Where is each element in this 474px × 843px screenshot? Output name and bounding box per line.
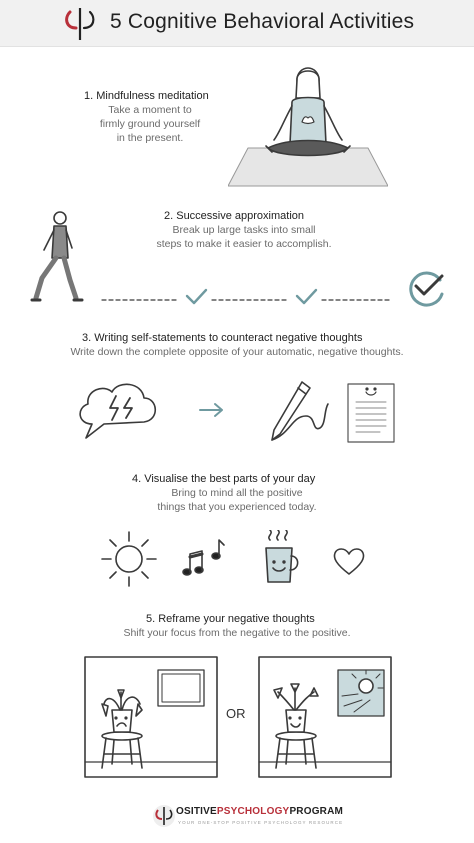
section-5-body (100, 626, 374, 640)
section-1-line-1: Take a moment to (108, 104, 192, 116)
section-2-line-1: Break up large tasks into small (172, 224, 316, 236)
section-2-title: 2. Successive approximation (164, 210, 305, 222)
window-icon (158, 670, 204, 706)
header-bar (0, 0, 474, 47)
section-4-body (156, 486, 318, 514)
smiley-note-icon (346, 382, 396, 444)
section-3-body (44, 345, 430, 359)
section-4-line-2: things that you experienced today. (157, 501, 317, 513)
arrow-right-icon (198, 402, 226, 418)
meditating-woman (228, 66, 388, 192)
footer-brand-post: PROGRAM (289, 806, 344, 817)
section-3-title: 3. Writing self-statements to counteract negative thoughts (82, 332, 363, 344)
reframe-scene-negative (84, 656, 218, 778)
reframe-scene-positive (258, 656, 392, 778)
section-1-line-2: firmly ground yourself (99, 118, 201, 130)
section-4-line-1: Bring to mind all the positive (171, 487, 303, 499)
logo-icon (62, 6, 98, 42)
section-2-line-2: steps to make it easier to accomplish. (156, 238, 332, 250)
sun-icon (100, 530, 158, 588)
or-label: OR (226, 706, 246, 721)
smiling-mug-icon (260, 530, 302, 586)
section-1-body (90, 103, 210, 145)
music-notes-icon (180, 538, 228, 580)
section-4-title: 4. Visualise the best parts of your day (132, 473, 316, 485)
section-5-title: 5. Reframe your negative thoughts (146, 613, 315, 625)
storm-cloud-icon (72, 376, 162, 446)
footer-tagline: YOUR ONE-STOP POSITIVE PSYCHOLOGY RESOURCE (178, 820, 344, 825)
walking-man (30, 208, 90, 304)
footer-brand (176, 806, 343, 817)
footer-brand-pre: OSITIVE (176, 806, 217, 817)
progress-steps (100, 268, 450, 308)
check-circle-icon (411, 273, 442, 305)
check-icon (297, 290, 316, 303)
section-2-body (136, 223, 352, 251)
page-title: 5 Cognitive Behavioral Activities (110, 10, 415, 33)
section-3-line-1: Write down the complete opposite of your automatic, negative thoughts. (70, 346, 404, 358)
footer-logo-icon (152, 804, 176, 828)
footer-brand-mid: PSYCHOLOGY (216, 806, 290, 817)
heart-icon (332, 546, 366, 576)
pen-icon (262, 376, 336, 446)
section-1-title: 1. Mindfulness meditation (84, 90, 209, 102)
check-icon (187, 290, 206, 303)
section-5-line-1: Shift your focus from the negative to the positive. (123, 627, 351, 639)
section-1-line-3: in the present. (116, 132, 184, 144)
